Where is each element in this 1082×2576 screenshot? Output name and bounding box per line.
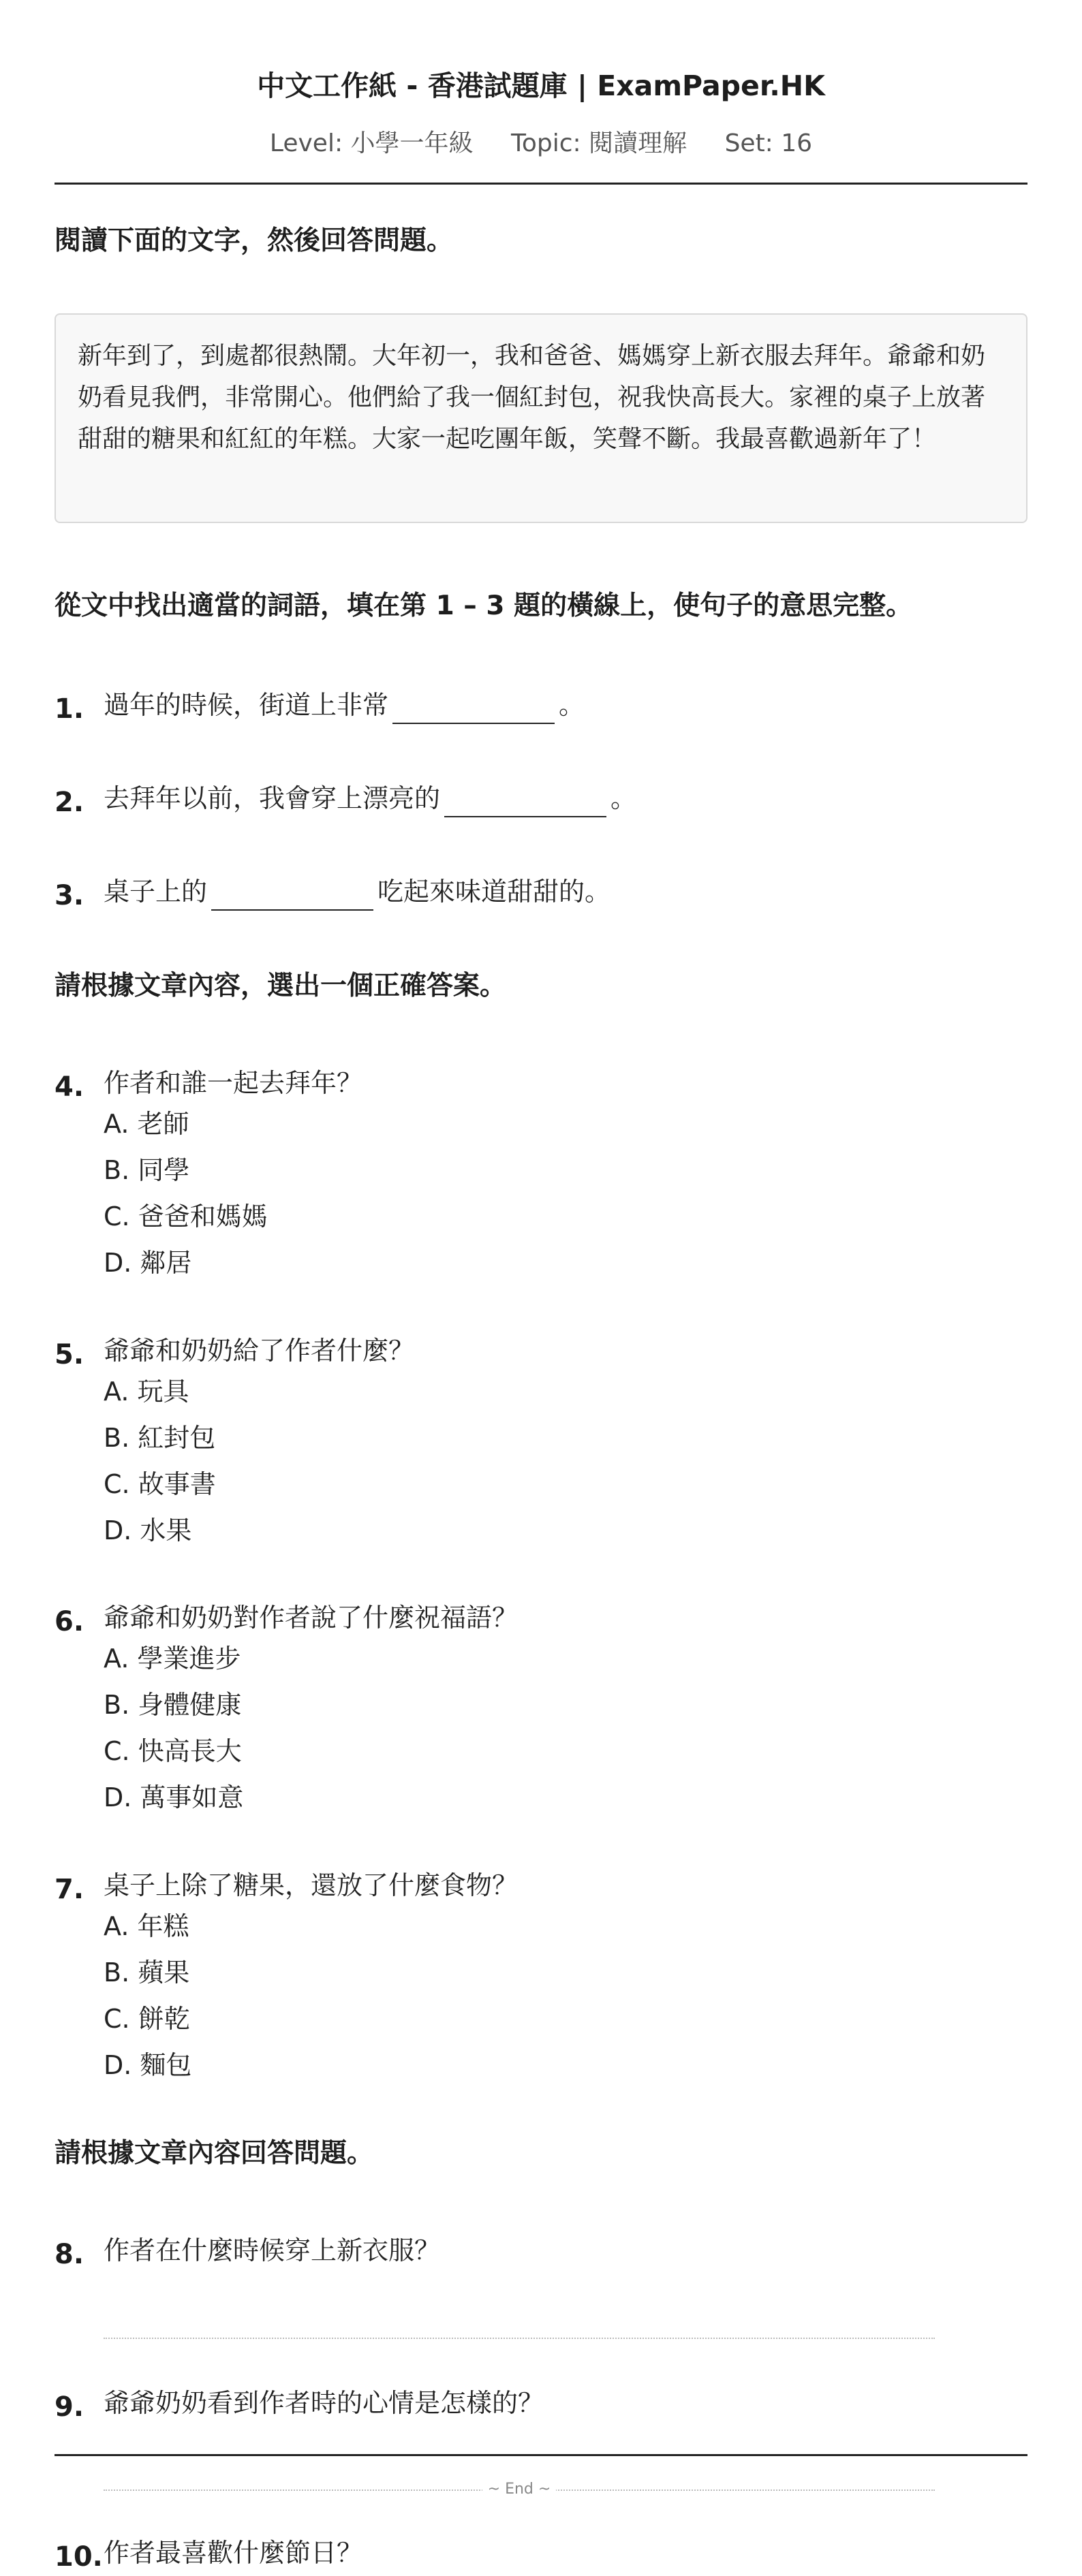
option-c[interactable]: C. 爸爸和媽媽 (104, 1201, 268, 1231)
worksheet-meta (55, 127, 1027, 161)
question-text: 桌子上除了糖果，還放了什麼食物？ (104, 1870, 519, 1900)
answer-blank[interactable] (444, 786, 606, 817)
option-d[interactable]: D. 水果 (104, 1515, 192, 1545)
question-number: 4. (55, 1071, 84, 1103)
option-a[interactable]: A. 玩具 (104, 1377, 189, 1407)
section-heading-open: 請根據文章內容回答問題。 (55, 2138, 374, 2169)
question-text-after: 。 (559, 690, 585, 720)
question-text: 爺爺和奶奶給了作者什麼？ (104, 1336, 415, 1366)
option-b[interactable]: B. 同學 (104, 1155, 190, 1185)
set-label: Set: 16 (724, 129, 813, 157)
question-text: 爺爺奶奶看到作者時的心情是怎樣的？ (104, 2388, 544, 2418)
question-text-before: 去拜年以前，我會穿上漂亮的 (104, 783, 441, 813)
question-text-after: 。 (610, 783, 637, 813)
level-label: Level: 小學一年級 (269, 129, 474, 157)
question-number: 8. (55, 2239, 84, 2270)
question-text-after: 吃起來味道甜甜的。 (377, 877, 611, 907)
page-title: 中文工作紙 - 香港試題庫 | ExamPaper.HK (257, 69, 825, 102)
reading-passage: 新年到了，到處都很熱鬧。大年初一，我和爸爸、媽媽穿上新衣服去拜年。爺爺和奶奶看見我們，非常開心。他們給了我一個紅封包，祝我快高長大。家裡的桌子上放著甜甜的糖果和紅紅的年糕。大家一起吃團年飯，笑聲不斷。我最喜歡過新年了！ (55, 313, 1027, 523)
question-number: 3. (55, 880, 84, 911)
question-text-before: 桌子上的 (104, 877, 208, 907)
question-number: 10. (55, 2541, 103, 2573)
option-d[interactable]: D. 麵包 (104, 2050, 192, 2080)
question-number: 5. (55, 1339, 84, 1370)
header-divider (55, 183, 1027, 185)
answer-line[interactable] (104, 2338, 935, 2339)
option-c[interactable]: C. 故事書 (104, 1469, 216, 1499)
footer-divider (55, 2454, 1027, 2456)
question-number: 9. (55, 2391, 84, 2423)
question-text: 爺爺和奶奶對作者說了什麼祝福語？ (104, 1603, 519, 1633)
section-heading-mc: 請根據文章內容，選出一個正確答案。 (55, 971, 507, 1001)
option-c[interactable]: C. 餅乾 (104, 2004, 190, 2034)
option-a[interactable]: A. 年糕 (104, 1911, 189, 1941)
option-d[interactable]: D. 鄰居 (104, 1248, 192, 1278)
section-heading-fill: 從文中找出適當的詞語，填在第 1 – 3 題的橫線上，使句子的意思完整。 (55, 591, 913, 621)
end-marker (104, 2481, 935, 2498)
answer-blank[interactable] (211, 879, 373, 911)
option-b[interactable]: B. 紅封包 (104, 1423, 216, 1453)
section-heading-read: 閱讀下面的文字，然後回答問題。 (55, 225, 454, 256)
answer-blank[interactable] (392, 693, 555, 724)
question-text: 作者在什麼時候穿上新衣服？ (104, 2235, 441, 2265)
question-number: 1. (55, 693, 84, 725)
option-c[interactable]: C. 快高長大 (104, 1736, 242, 1766)
question-text: 作者和誰一起去拜年？ (104, 1068, 363, 1098)
question-number: 2. (55, 787, 84, 818)
end-label: ~ End ~ (482, 2481, 557, 2498)
question-number: 7. (55, 1874, 84, 1905)
option-d[interactable]: D. 萬事如意 (104, 1782, 244, 1812)
question-text-before: 過年的時候，街道上非常 (104, 690, 389, 720)
option-b[interactable]: B. 身體健康 (104, 1690, 242, 1720)
option-a[interactable]: A. 學業進步 (104, 1644, 241, 1674)
option-b[interactable]: B. 蘋果 (104, 1958, 190, 1988)
topic-label: Topic: 閱讀理解 (510, 129, 687, 157)
option-a[interactable]: A. 老師 (104, 1109, 189, 1139)
question-text: 作者最喜歡什麼節日？ (104, 2538, 363, 2568)
question-number: 6. (55, 1606, 84, 1637)
